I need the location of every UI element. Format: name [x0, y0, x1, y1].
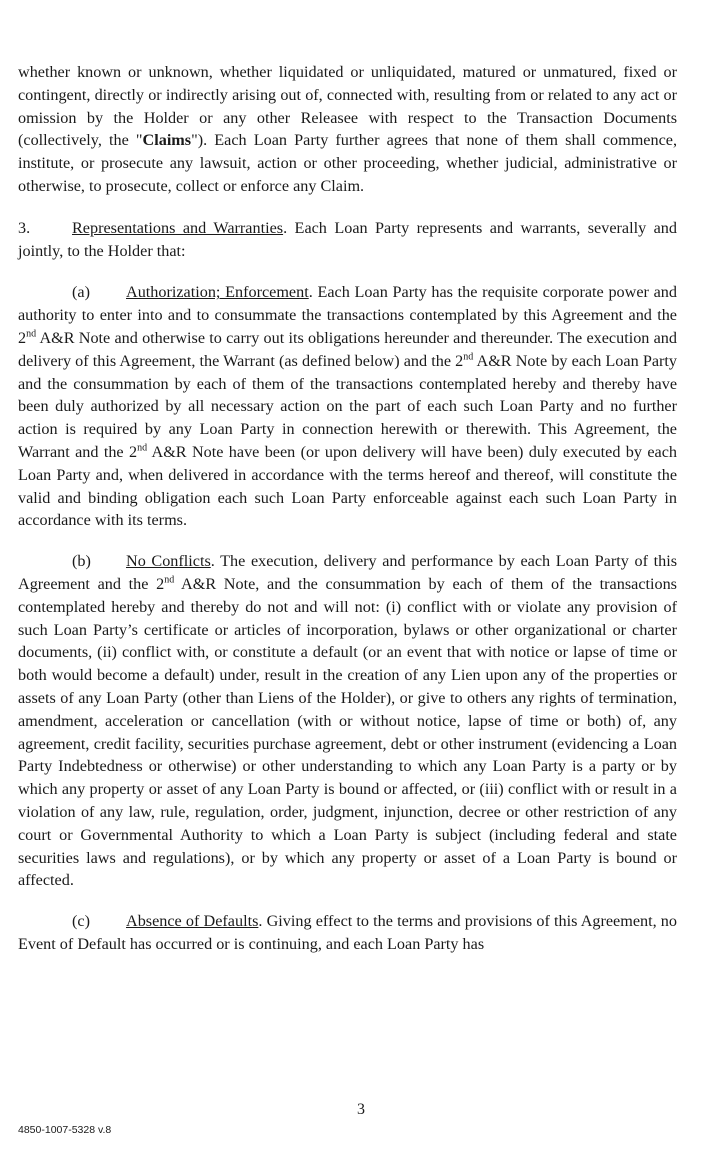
paragraph-text: A&R Note and otherwise to carry out its obligations hereunder and thereunder. The execution and delivery of this Agreement, the Warrant (as defined below) and the 2 — [18, 328, 677, 370]
paragraph-text: A&R Note have been (or upon delivery will have been) duly executed by each Loan Party and, when delivered in accordance with the terms hereof and thereof, will constitute the valid and binding obligation each such Loan Party enforceable against each such Loan Party in accordance with its terms. — [18, 442, 678, 530]
subsection-label: (a) — [72, 283, 90, 302]
defined-term-claims: Claims — [142, 131, 192, 150]
subsection-label: (b) — [72, 552, 91, 571]
paragraph-text: . Each Loan Party has the requisite corporate power and authority to enter into and to consummate the transactions contemplated by this Agreement and the 2 — [18, 283, 677, 347]
section-heading: Representations and Warranties — [72, 218, 284, 237]
subsection-heading: No Conflicts — [126, 552, 211, 571]
subsection-b-paragraph — [18, 550, 677, 892]
subsection-heading: Absence of Defaults — [126, 912, 259, 931]
paragraph-text: . The execution, delivery and performance by each Loan Party of this Agreement and the 2 — [18, 552, 677, 593]
paragraph-text: "). Each Loan Party further agrees that none of them shall commence, institute, or prosecute any lawsuit, action or other proceeding, whether judicial, administrative or otherwise, to prosecute, collect or enforce any Claim. — [18, 131, 677, 195]
paragraph-text: whether known or unknown, whether liquidated or unliquidated, matured or unmatured, fixed or contingent, directly or indirectly arising out of, connected with, resulting from or related to any act or omission by the Holder or any other Releasee with respect to the Transaction Documents (collectively, the " — [18, 63, 677, 150]
ordinal-suffix: nd — [164, 574, 175, 586]
subsection-a-paragraph — [18, 281, 677, 532]
paragraph-text: A&R Note, and the consummation by each of them of the transactions contemplated hereby and thereby do not and will not: (i) conflict with or violate any provision of such Loan Party’s certificate or articles of incorporation, bylaws or other organizational or charter documents, (ii) conflict with, or constitute a default (or an event that with notice or lapse of time or both would become a default) under, result in the creation of any Lien upon any of the properties or assets of any Loan Party (other than Liens of the Holder), or give to others any rights of termination, amendment, acceleration or cancellation (with or without notice, lapse of time or both) of, any agreement, credit facility, securities purchase agreement, debt or other instrument (evidencing a Loan Party Indebtedness or otherwise) or other understanding to which any Loan Party is a party or by which any property or asset of any Loan Party is bound or affected, or (iii) conflict with or result in a violation of any law, rule, regulation, order, judgment, injunction, decree or other restriction of any court or Governmental Authority to which a Loan Party is subject (including federal and state securities laws and regulations), or by which any property or asset of a Loan Party is bound or affected. — [18, 574, 677, 890]
paragraph-text: . Each Loan Party represents and warrants, severally and jointly, to the Holder that: — [18, 218, 677, 260]
ordinal-suffix: nd — [137, 442, 148, 454]
ordinal-suffix: nd — [26, 328, 37, 340]
subsection-c-paragraph — [18, 910, 677, 956]
paragraph-text: . Giving effect to the terms and provisions of this Agreement, no Event of Default has occurred or is continuing, and each Loan Party has — [18, 912, 677, 953]
subsection-heading: Authorization; Enforcement — [126, 283, 309, 302]
section-3-paragraph — [18, 217, 677, 263]
ordinal-suffix: nd — [463, 351, 474, 363]
subsection-label: (c) — [72, 912, 90, 931]
section-number: 3. — [18, 218, 31, 237]
page-number: 3 — [357, 1101, 365, 1118]
paragraph-claims — [18, 61, 677, 198]
paragraph-text: A&R Note by each Loan Party and the consummation by each of them of the transactions contemplated hereby and thereby have been duly authorized by all necessary action on the part of each such Loan Party and no further action is required by any Loan Party in connection herewith or therewith. This Agreement, the Warrant and the 2 — [18, 351, 677, 461]
document-body — [18, 61, 677, 956]
document-id: 4850-1007-5328 v.8 — [18, 1124, 112, 1136]
